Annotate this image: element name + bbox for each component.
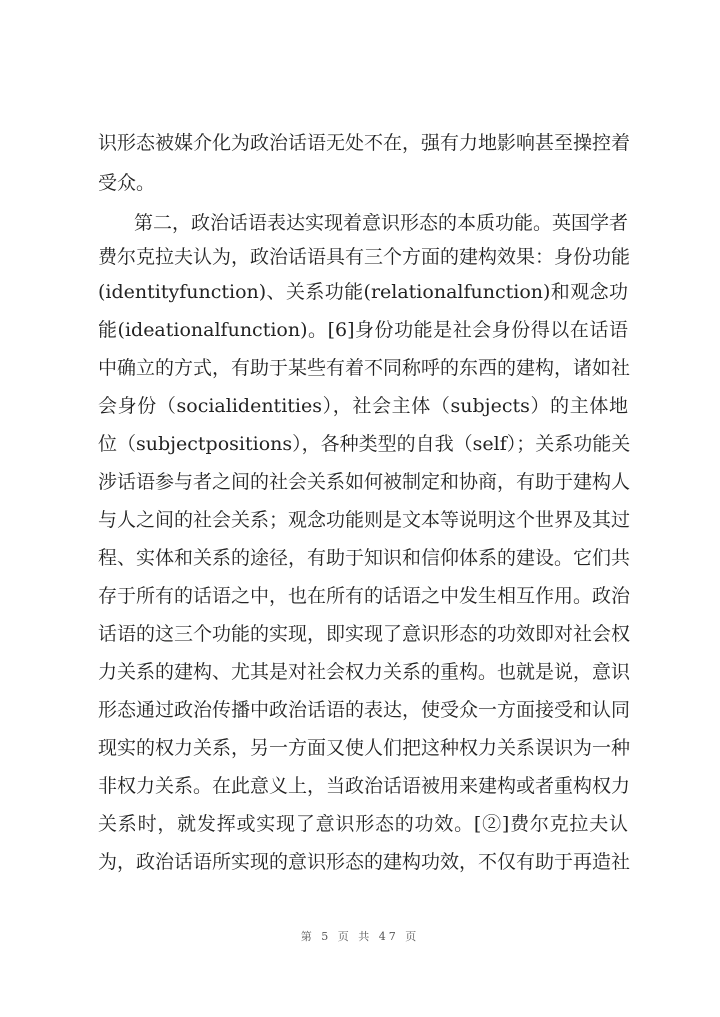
- text-line: (identityfunction)、关系功能(relationalfunction)和观念功: [98, 281, 628, 303]
- text-line: 非权力关系。在此意义上，当政治话语被用来建构或者重构权力: [98, 775, 631, 797]
- text-line: 涉话语参与者之间的社会关系如何被制定和协商，有助于建构人: [98, 471, 631, 493]
- text-line: 为，政治话语所实现的意识形态的建构功效，不仅有助于再造社: [98, 851, 631, 873]
- text-line: 费尔克拉夫认为，政治话语具有三个方面的建构效果：身份功能: [98, 246, 631, 268]
- paragraph-start-line: 第二，政治话语表达实现着意识形态的本质功能。英国学者: [134, 212, 629, 234]
- text-line: 能(ideationalfunction)。[6]身份功能是社会身份得以在话语: [98, 319, 628, 341]
- text-line: 话语的这三个功能的实现，即实现了意识形态的功效即对社会权: [98, 623, 631, 645]
- text-line: 中确立的方式，有助于某些有着不同称呼的东西的建构，诸如社: [98, 357, 631, 379]
- text-line: 力关系的建构、尤其是对社会权力关系的重构。也就是说，意识: [98, 661, 631, 683]
- text-line: 与人之间的社会关系；观念功能则是文本等说明这个世界及其过: [98, 509, 631, 531]
- text-line: 关系时，就发挥或实现了意识形态的功效。[②]费尔克拉夫认: [98, 813, 628, 835]
- text-line: 位（subjectpositions），各种类型的自我（self）；关系功能关: [98, 433, 631, 455]
- text-line: 程、实体和关系的途径，有助于知识和信仰体系的建设。它们共: [98, 547, 631, 569]
- text-line: 会身份（socialidentities），社会主体（subjects）的主体地: [98, 395, 628, 417]
- page-number-footer: 第 5 页 共 47 页: [300, 930, 420, 943]
- text-line: 存于所有的话语之中，也在所有的话语之中发生相互作用。政治: [98, 585, 631, 607]
- text-line: 现实的权力关系，另一方面又使人们把这种权力关系误识为一种: [98, 737, 631, 759]
- text-line: 形态通过政治传播中政治话语的表达，使受众一方面接受和认同: [98, 699, 631, 721]
- text-line: 受众。: [98, 172, 156, 194]
- text-line: 识形态被媒介化为政治话语无处不在，强有力地影响甚至操控着: [98, 132, 631, 154]
